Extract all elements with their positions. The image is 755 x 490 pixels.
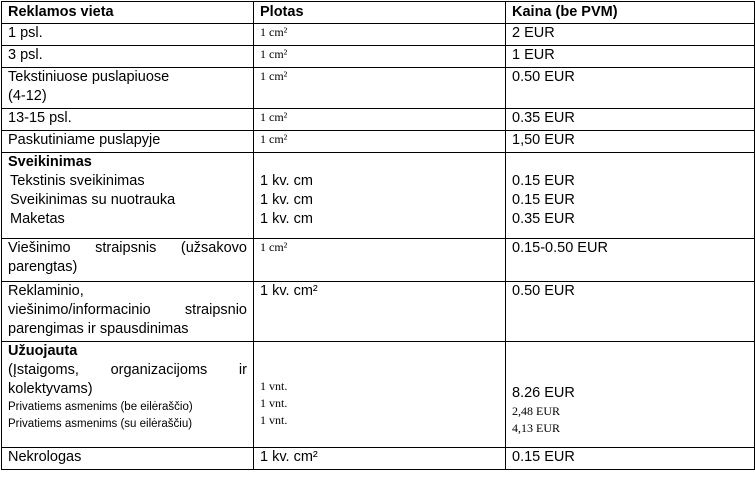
greeting-price: 0.15 EUR (512, 173, 575, 189)
greeting-item: Tekstinis sveikinimas (10, 173, 145, 189)
area-value: 1 cm² (260, 132, 288, 146)
area-cell (254, 239, 506, 282)
area-value: 1 cm² (260, 110, 288, 124)
obituary-row (2, 448, 755, 470)
price-cell: 0.15-0.50 EUR (506, 239, 755, 282)
condolence-subline: kolektyvams) (8, 381, 93, 397)
place-line: Reklaminio, (8, 283, 84, 299)
greeting-price: 0.35 EUR (512, 211, 575, 227)
condolence-area-cell (254, 342, 506, 448)
condolence-heading: Užuojauta (8, 343, 78, 359)
greeting-area: 1 kv. cm (260, 173, 313, 189)
publicity-row (2, 239, 755, 282)
place-line: viešinimo/informacinio straipsnio (8, 302, 247, 318)
greetings-area-cell (254, 153, 506, 239)
price-cell: 0.50 EUR (506, 68, 755, 109)
condolence-private: Privatiems asmenims (be eilėraščio) (8, 401, 193, 413)
greetings-price-cell (506, 153, 755, 239)
table-row (2, 68, 755, 109)
place-line: parengtas) (8, 259, 78, 275)
header-price: Kaina (be PVM) (506, 2, 755, 24)
prep-place-cell (2, 282, 254, 342)
condolence-price: 8.26 EUR (512, 385, 575, 401)
price-cell: 0.35 EUR (506, 109, 755, 131)
greeting-item: Sveikinimas su nuotrauka (10, 192, 176, 208)
table-row (2, 46, 755, 68)
table-row (2, 131, 755, 153)
price-cell: 2 EUR (506, 24, 755, 46)
area-value: 1 cm² (260, 25, 288, 39)
area-cell (254, 131, 506, 153)
greeting-area: 1 kv. cm (260, 211, 313, 227)
condolence-area: 1 vnt. (260, 413, 288, 427)
condolence-area: 1 vnt. (260, 396, 288, 410)
header-area: Plotas (254, 2, 506, 24)
greetings-place-cell (2, 153, 254, 239)
greeting-item: Maketas (10, 211, 65, 227)
area-value: 1 cm² (260, 240, 288, 254)
condolence-private: Privatiems asmenims (su eilėraščiu) (8, 418, 193, 430)
price-cell: 1,50 EUR (506, 131, 755, 153)
condolence-price: 4,13 EUR (512, 421, 560, 435)
greeting-area: 1 kv. cm (260, 192, 313, 208)
place-cell: 13-15 psl. (2, 109, 254, 131)
area-cell (254, 68, 506, 109)
place-cell: 3 psl. (2, 46, 254, 68)
area-cell (254, 24, 506, 46)
ad-price-table (1, 1, 755, 470)
table-row (2, 24, 755, 46)
area-cell (254, 109, 506, 131)
greetings-row (2, 153, 755, 239)
condolence-row (2, 342, 755, 448)
area-cell (254, 448, 506, 470)
price-cell: 0.15 EUR (506, 448, 755, 470)
condolence-place-cell (2, 342, 254, 448)
greetings-heading: Sveikinimas (8, 154, 92, 170)
condolence-area: 1 vnt. (260, 379, 288, 393)
condolence-subline: (Įstaigoms, organizacijoms ir (8, 362, 247, 378)
price-cell: 0.50 EUR (506, 282, 755, 342)
header-place: Reklamos vieta (2, 2, 254, 24)
area-cell (254, 46, 506, 68)
greeting-price: 0.15 EUR (512, 192, 575, 208)
place-line: parengimas ir spausdinimas (8, 321, 189, 337)
condolence-price: 2,48 EUR (512, 404, 560, 418)
place-cell: Paskutiniame puslapyje (2, 131, 254, 153)
place-cell: 1 psl. (2, 24, 254, 46)
area-value: 1 cm² (260, 47, 288, 61)
place-cell (2, 68, 254, 109)
place-line: Tekstiniuose puslapiuose (8, 69, 170, 85)
place-cell: Nekrologas (2, 448, 254, 470)
area-value: 1 kv. cm² (260, 449, 318, 465)
place-line: Viešinimo straipsnis (užsakovo (8, 240, 247, 256)
area-value: 1 cm² (260, 69, 288, 83)
place-line: (4-12) (8, 88, 47, 104)
publicity-place-cell (2, 239, 254, 282)
table-row (2, 109, 755, 131)
price-cell: 1 EUR (506, 46, 755, 68)
table-header-row (2, 2, 755, 24)
prep-row (2, 282, 755, 342)
condolence-price-cell (506, 342, 755, 448)
area-cell: 1 kv. cm² (254, 282, 506, 342)
